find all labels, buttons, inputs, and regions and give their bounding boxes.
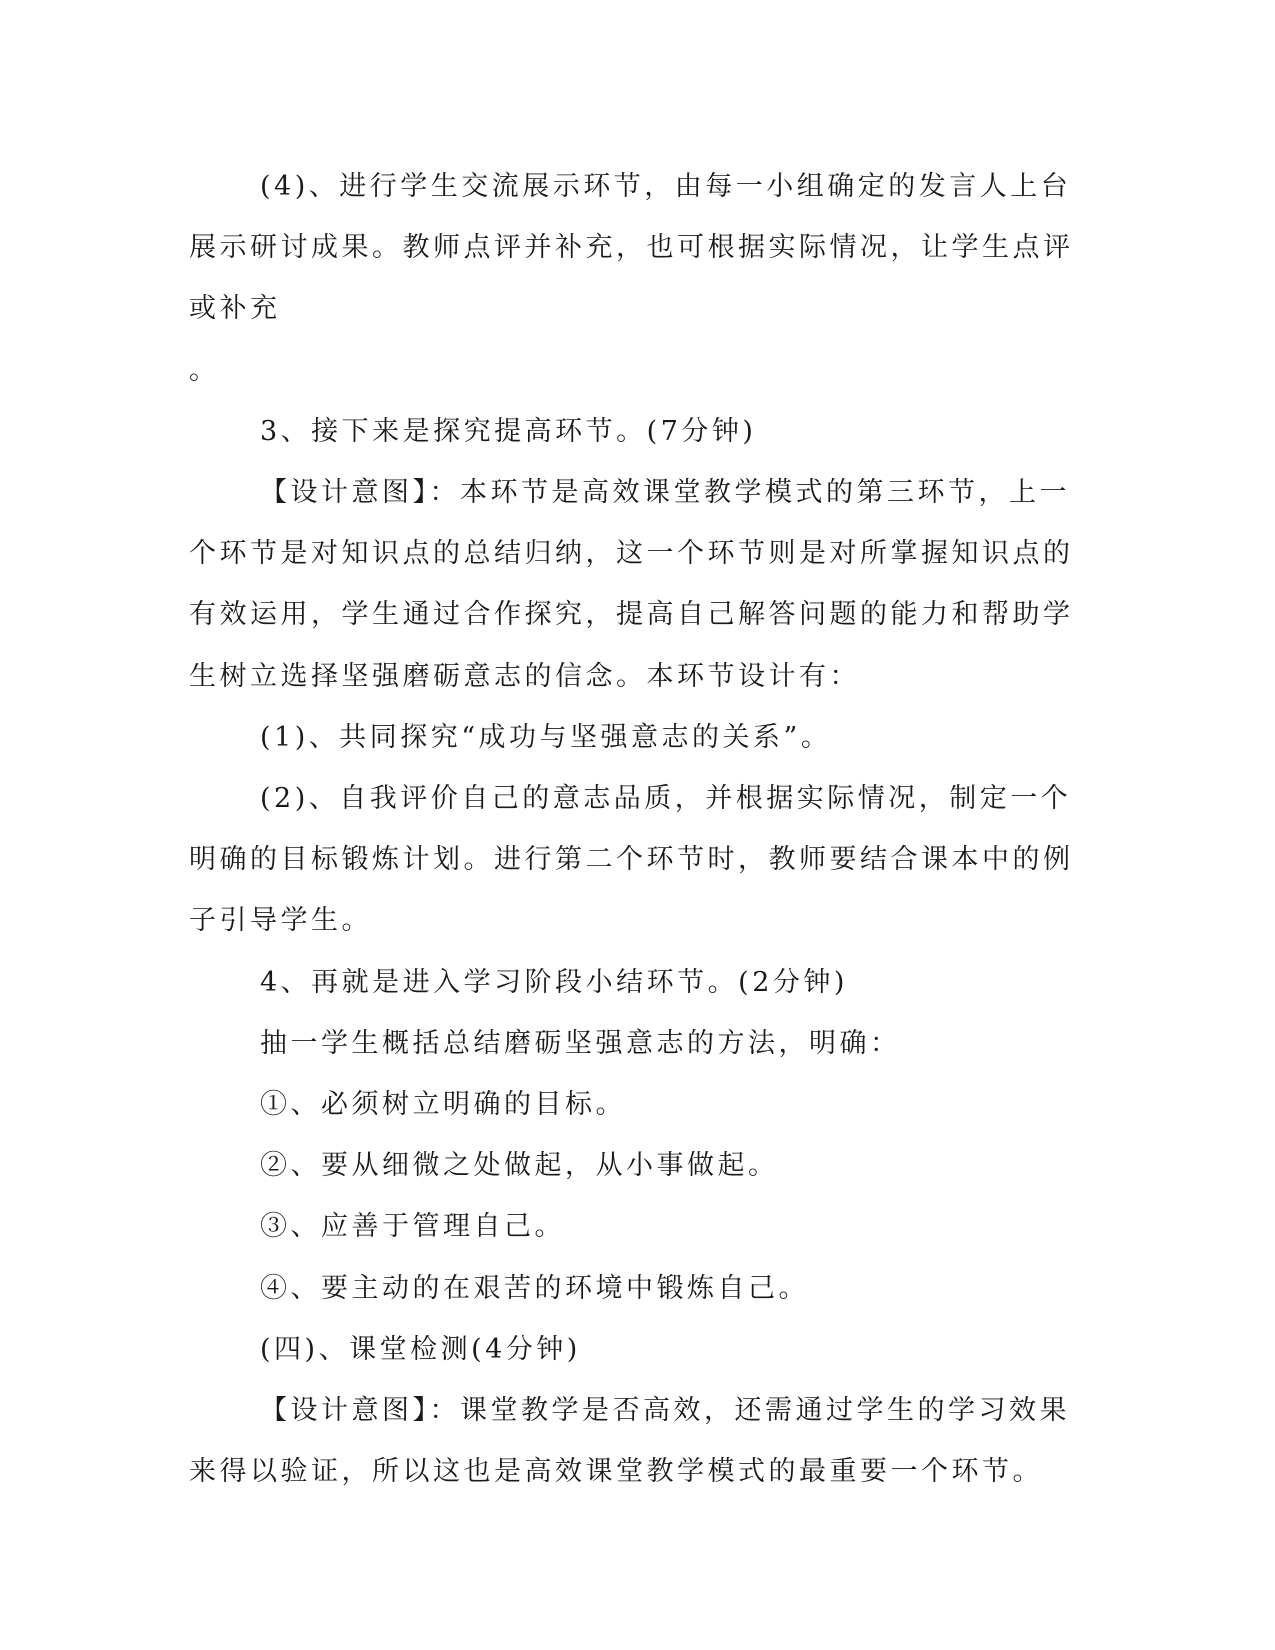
paragraph-method-4: ④、要主动的在艰苦的环境中锻炼自己。 bbox=[260, 1272, 809, 1304]
paragraph-design-intent-3: 【设计意图】：本环节是高效课堂教学模式的第三环节，上一个环节是对知识点的总结归纳，这一个环节则是对所掌握知识点的有效运用，学生通过合作探究，提高自己解答问题的能力和帮助学生树立选择坚强磨砺意志的信念。本环节设计有： bbox=[189, 477, 1074, 692]
paragraph-exchange-display: (4)、进行学生交流展示环节，由每一小组确定的发言人上台展示研讨成果。教师点评并补充，也可根据实际情况，让学生点评或补充 。 bbox=[189, 171, 1074, 386]
paragraph-method-3: ③、应善于管理自己。 bbox=[260, 1211, 565, 1243]
paragraph-item-1: (1)、共同探究“成功与坚强意志的关系”。 bbox=[260, 721, 832, 753]
body-text bbox=[189, 156, 1074, 1502]
paragraph-summary-intro: 抽一学生概括总结磨砺坚强意志的方法，明确： bbox=[260, 1027, 901, 1059]
paragraph-test-heading: (四)、课堂检测(4分钟) bbox=[260, 1333, 581, 1365]
paragraph-summary-heading: 4、再就是进入学习阶段小结环节。(2分钟) bbox=[260, 966, 848, 998]
paragraph-item-2: (2)、自我评价自己的意志品质，并根据实际情况，制定一个明确的目标锻炼计划。进行第二个环节时，教师要结合课本中的例子引导学生。 bbox=[189, 783, 1074, 937]
paragraph-method-1: ①、必须树立明确的目标。 bbox=[260, 1089, 626, 1121]
paragraph-inquiry-heading: 3、接下来是探究提高环节。(7分钟) bbox=[260, 415, 757, 447]
paragraph-method-2: ②、要从细微之处做起，从小事做起。 bbox=[260, 1150, 779, 1182]
paragraph-design-intent-4: 【设计意图】：课堂教学是否高效，还需通过学生的学习效果来得以验证，所以这也是高效课堂教学模式的最重要一个环节。 bbox=[189, 1395, 1070, 1488]
